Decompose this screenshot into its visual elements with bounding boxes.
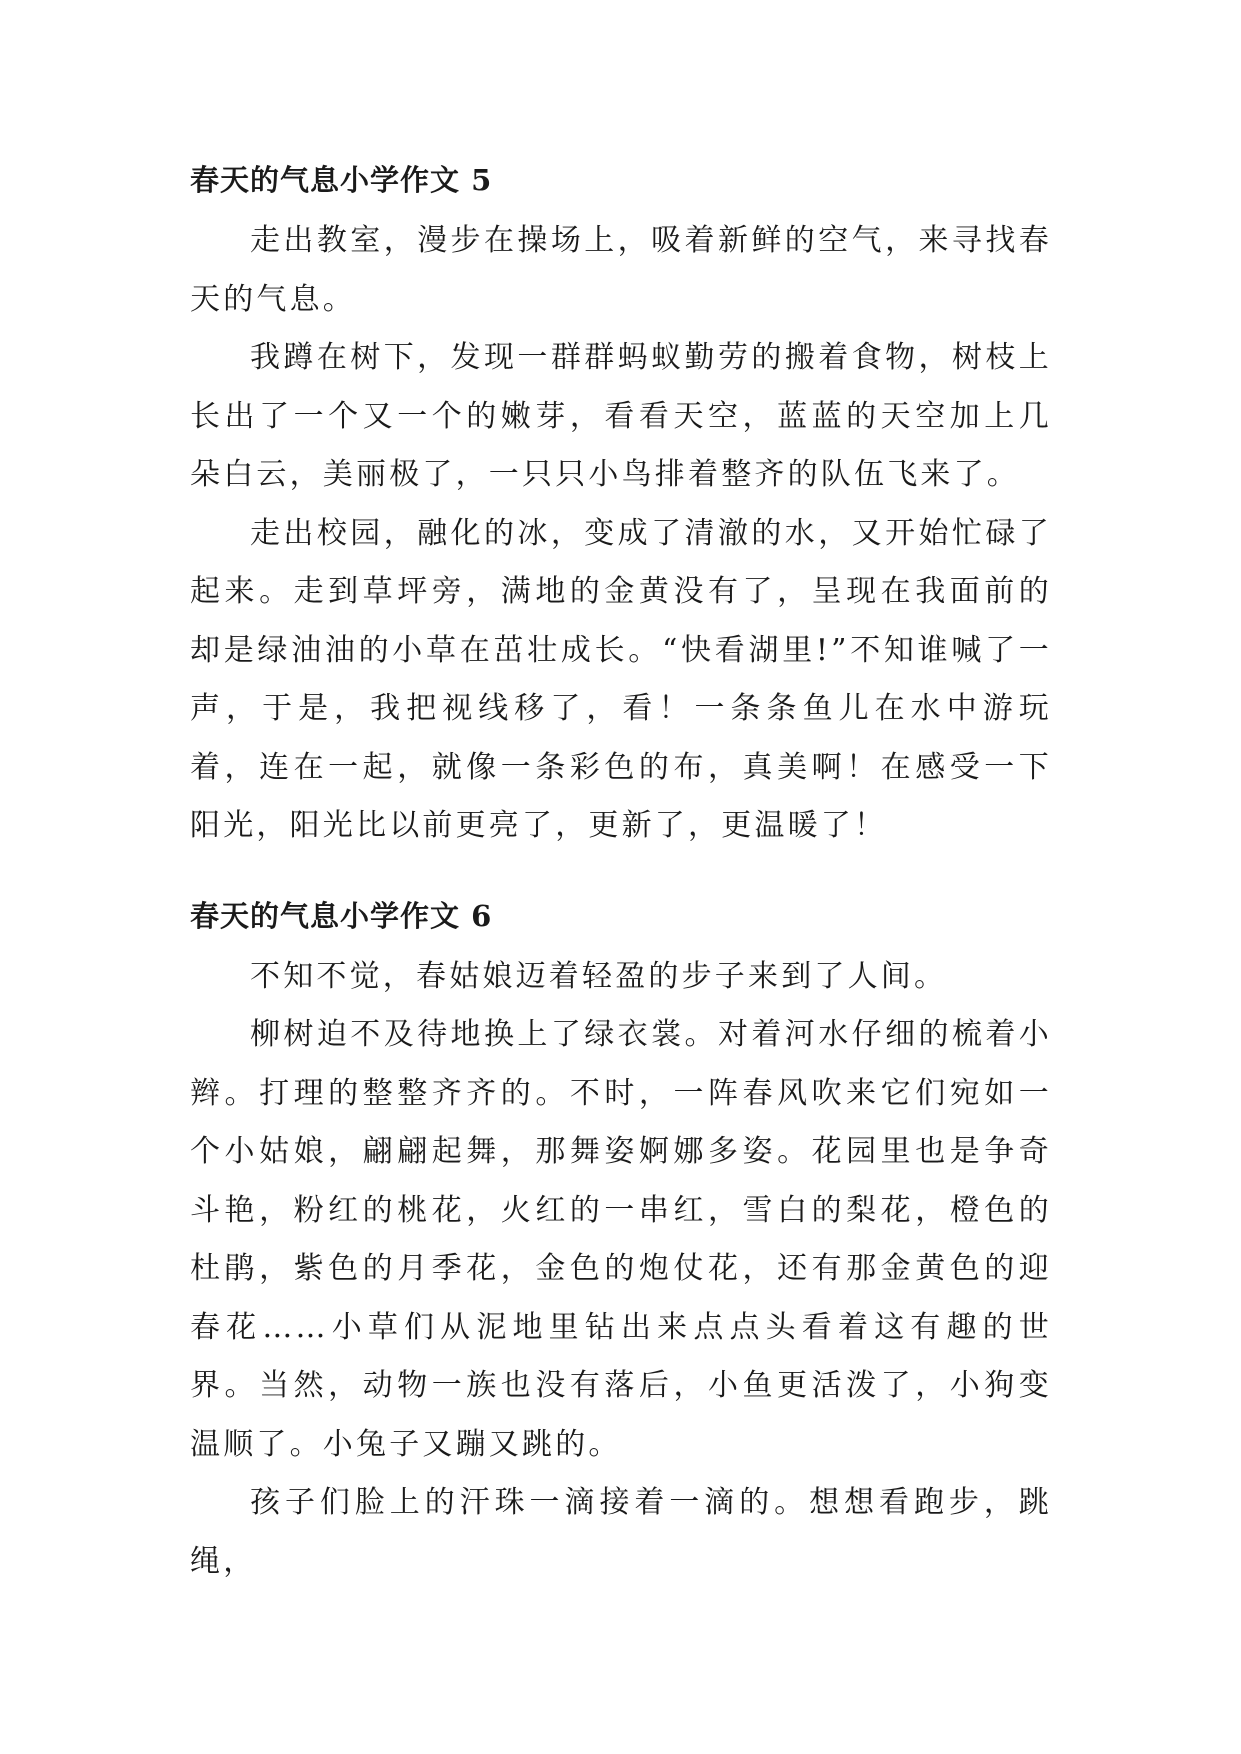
paragraph: 走出校园，融化的冰，变成了清澈的水，又开始忙碌了起来。走到草坪旁，满地的金黄没有了，呈现在我面前的却是绿油油的小草在茁壮成长。“快看湖里!”不知谁喊了一声，于是，我把视线移了，看！一条条鱼儿在水中游玩着，连在一起，就像一条彩色的布，真美啊！在感受一下阳光，阳光比以前更亮了，更新了，更温暖了！ <box>190 515 1052 843</box>
document-page <box>190 160 1052 1700</box>
essay-title: 春天的气息小学作文 6 <box>190 898 493 933</box>
essay-5 <box>190 160 1052 856</box>
paragraph: 不知不觉，春姑娘迈着轻盈的步子来到了人间。 <box>250 958 948 994</box>
paragraph: 走出教室，漫步在操场上，吸着新鲜的空气，来寻找春天的气息。 <box>190 223 1052 317</box>
essay-6 <box>190 896 1052 1592</box>
paragraph: 柳树迫不及待地换上了绿衣裳。对着河水仔细的梳着小辫。打理的整整齐齐的。不时，一阵春风吹来它们宛如一个小姑娘，翩翩起舞，那舞姿婀娜多姿。花园里也是争奇斗艳，粉红的桃花，火红的一串红，雪白的梨花，橙色的杜鹃，紫色的月季花，金色的炮仗花，还有那金黄色的迎春花……小草们从泥地里钻出来点点头看着这有趣的世界。当然，动物一族也没有落后，小鱼更活泼了，小狗变温顺了。小兔子又蹦又跳的。 <box>190 1017 1052 1462</box>
paragraph: 孩子们脸上的汗珠一滴接着一滴的。想想看跑步，跳绳， <box>190 1485 1052 1579</box>
essay-title: 春天的气息小学作文 5 <box>190 163 493 197</box>
paragraph: 我蹲在树下，发现一群群蚂蚁勤劳的搬着食物，树枝上长出了一个又一个的嫩芽，看看天空，蓝蓝的天空加上几朵白云，美丽极了，一只只小鸟排着整齐的队伍飞来了。 <box>190 340 1052 492</box>
